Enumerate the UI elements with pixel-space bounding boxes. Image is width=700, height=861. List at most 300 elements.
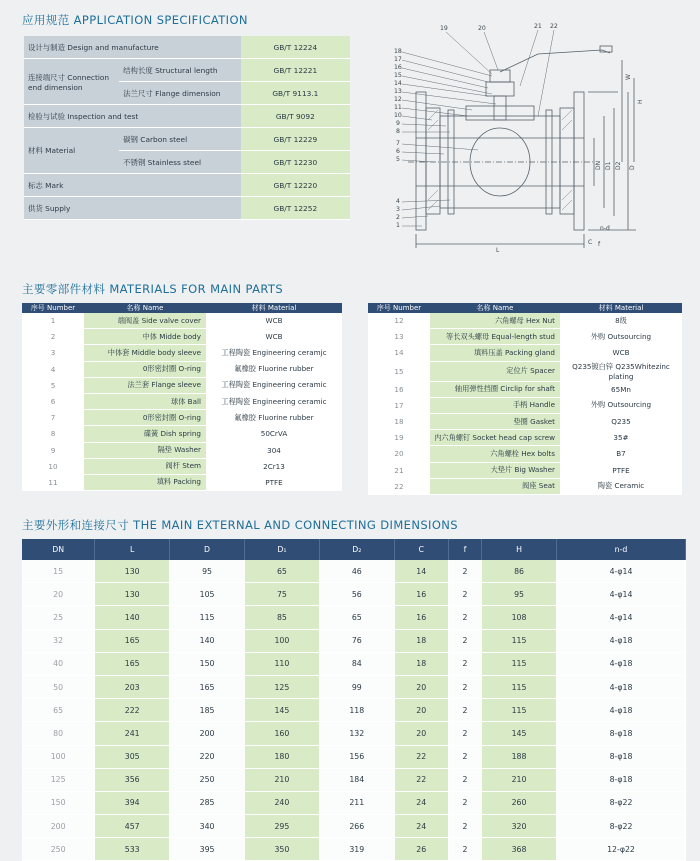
material-number: 7 [22, 410, 84, 426]
svg-text:f: f [598, 241, 601, 248]
dimension-cell: 115 [482, 699, 557, 722]
dimension-cell: 20 [394, 699, 448, 722]
svg-text:8: 8 [396, 128, 400, 135]
dimension-row [22, 675, 686, 698]
material-row [368, 381, 682, 397]
dimension-cell: 4-φ18 [556, 629, 685, 652]
material-value: Q235镀白锌 Q235Whitezinc plating [560, 361, 682, 381]
materials-table-left [22, 303, 342, 491]
dimension-cell: 2 [448, 699, 481, 722]
spec-standard: GB/T 12221 [241, 59, 350, 82]
dimension-cell: 2 [448, 745, 481, 768]
svg-text:L: L [496, 247, 500, 254]
material-number: 6 [22, 393, 84, 409]
dimension-cell: 115 [170, 606, 245, 629]
spec-standard: GB/T 12220 [241, 174, 350, 197]
dimension-cell: 12-φ22 [556, 838, 685, 861]
material-part-name: 轴用弹性挡圈 Circlip for shaft [430, 381, 560, 397]
material-number: 5 [22, 377, 84, 393]
svg-text:14: 14 [394, 80, 402, 87]
material-value: 工程陶瓷 Engineering ceramjc [206, 345, 342, 361]
dimension-cell: 110 [244, 652, 319, 675]
material-number: 21 [368, 462, 430, 478]
svg-text:4: 4 [396, 198, 400, 205]
handle-line [500, 50, 610, 72]
material-value: 外购 Outsourcing [560, 397, 682, 413]
material-part-name: 六角螺母 Hex Nut [430, 313, 560, 329]
material-value: 304 [206, 442, 342, 458]
material-part-name: 手柄 Handle [430, 397, 560, 413]
dimension-cell: 2 [448, 675, 481, 698]
dimension-cell: 211 [319, 791, 394, 814]
spec-label: 设计与制造 Design and manufacture [24, 36, 241, 59]
material-number: 3 [22, 345, 84, 361]
dimension-cell: 130 [95, 560, 170, 583]
dimension-cell: 340 [170, 815, 245, 838]
dimension-header-f: f [448, 539, 481, 560]
material-part-name: 填料 Packing [84, 474, 206, 490]
dimension-cell: 210 [244, 768, 319, 791]
dimension-row [22, 652, 686, 675]
spec-label: 标志 Mark [24, 174, 241, 197]
dimension-row [22, 629, 686, 652]
material-value: 陶瓷 Ceramic [560, 478, 682, 494]
header-name: 名称 Name [430, 303, 560, 313]
material-row [22, 426, 342, 442]
dimension-cell: 4-φ14 [556, 606, 685, 629]
svg-text:17: 17 [394, 56, 402, 63]
spec-label: 连接端尺寸 Connection end dimension [24, 59, 119, 105]
svg-text:n-d: n-d [600, 225, 610, 232]
svg-text:D: D [629, 165, 636, 170]
dimension-cell: 266 [319, 815, 394, 838]
svg-text:10: 10 [394, 112, 402, 119]
material-value: 外购 Outsourcing [560, 329, 682, 345]
dimensions-table [22, 539, 686, 861]
dimension-row [22, 583, 686, 606]
dimension-row [22, 815, 686, 838]
header-name: 名称 Name [84, 303, 206, 313]
material-number: 19 [368, 430, 430, 446]
spec-label: 材料 Material [24, 128, 119, 174]
right-flange [574, 92, 584, 230]
dimension-cell: 115 [482, 675, 557, 698]
material-value: 工程陶瓷 Engineering ceramic [206, 393, 342, 409]
material-number: 16 [368, 381, 430, 397]
material-row [22, 410, 342, 426]
dimension-cell: 32 [22, 629, 95, 652]
material-row [22, 474, 342, 490]
dimension-cell: 100 [244, 629, 319, 652]
dimension-cell: 125 [244, 675, 319, 698]
dimension-cell: 260 [482, 791, 557, 814]
dimension-cell: 145 [244, 699, 319, 722]
dimension-cell: 80 [22, 722, 95, 745]
dimension-cell: 65 [244, 560, 319, 583]
packing-gland [486, 82, 514, 96]
material-row [22, 361, 342, 377]
dimension-cell: 200 [170, 722, 245, 745]
material-part-name: 垫圈 Gasket [430, 413, 560, 429]
svg-text:12: 12 [394, 96, 402, 103]
dimension-row [22, 606, 686, 629]
svg-text:C: C [588, 239, 593, 246]
dimension-cell: 200 [22, 815, 95, 838]
dimension-header-dn: DN [22, 539, 95, 560]
material-row [368, 397, 682, 413]
dimension-cell: 108 [482, 606, 557, 629]
material-value: PTFE [560, 462, 682, 478]
dimension-cell: 156 [319, 745, 394, 768]
material-row [368, 329, 682, 345]
dimension-cell: 22 [394, 745, 448, 768]
material-part-name: 定位片 Spacer [430, 361, 560, 381]
svg-text:15: 15 [394, 72, 402, 79]
diagram-part-labels [394, 23, 558, 229]
material-row [22, 393, 342, 409]
material-number: 13 [368, 329, 430, 345]
material-row [22, 377, 342, 393]
material-part-name: 法兰套 Flange sleeve [84, 377, 206, 393]
header-material: 材料 Material [206, 303, 342, 313]
application-spec-table [24, 36, 350, 220]
dimension-header-d: D [170, 539, 245, 560]
dimension-cell: 356 [95, 768, 170, 791]
dimension-cell: 2 [448, 768, 481, 791]
dimension-cell: 50 [22, 675, 95, 698]
dimension-cell: 165 [170, 675, 245, 698]
svg-text:19: 19 [440, 25, 448, 32]
svg-text:3: 3 [396, 206, 400, 213]
material-value: 8级 [560, 313, 682, 329]
dimension-cell: 8-φ18 [556, 768, 685, 791]
dimension-cell: 16 [394, 583, 448, 606]
dimension-cell: 2 [448, 791, 481, 814]
dimension-cell: 100 [22, 745, 95, 768]
svg-text:H: H [637, 99, 644, 104]
material-number: 1 [22, 313, 84, 329]
material-row [368, 430, 682, 446]
material-part-name: 等长双头螺母 Equal-length stud [430, 329, 560, 345]
dimension-cell: 220 [170, 745, 245, 768]
dimension-cell: 165 [95, 629, 170, 652]
spec-standard: GB/T 9113.1 [241, 82, 350, 105]
dimension-cell: 115 [482, 629, 557, 652]
dimension-cell: 26 [394, 838, 448, 861]
dimension-cell: 241 [95, 722, 170, 745]
spec-standard: GB/T 12229 [241, 128, 350, 151]
dimension-row [22, 560, 686, 583]
material-number: 11 [22, 474, 84, 490]
dimension-cell: 4-φ18 [556, 699, 685, 722]
material-row [368, 413, 682, 429]
dimension-cell: 457 [95, 815, 170, 838]
material-row [22, 313, 342, 329]
dimension-cell: 2 [448, 560, 481, 583]
dimension-cell: 15 [22, 560, 95, 583]
dimension-cell: 46 [319, 560, 394, 583]
material-row [22, 442, 342, 458]
material-number: 2 [22, 329, 84, 345]
material-number: 20 [368, 446, 430, 462]
dimension-cell: 8-φ22 [556, 815, 685, 838]
dimension-cell: 86 [482, 560, 557, 583]
dimension-cell: 14 [394, 560, 448, 583]
material-part-name: 中体 Midde body [84, 329, 206, 345]
dimension-cell: 95 [170, 560, 245, 583]
material-part-name: 阀座 Seat [430, 478, 560, 494]
material-value: WCB [206, 329, 342, 345]
dimension-cell: 2 [448, 583, 481, 606]
svg-text:W: W [625, 74, 632, 80]
material-part-name: 碟簧 Dish spring [84, 426, 206, 442]
material-number: 4 [22, 361, 84, 377]
material-value: Q235 [560, 413, 682, 429]
dimension-cell: 203 [95, 675, 170, 698]
application-title: 应用规范 APPLICATION SPECIFICATION [22, 13, 248, 27]
material-row [368, 446, 682, 462]
svg-text:18: 18 [394, 48, 402, 55]
dimension-cell: 140 [95, 606, 170, 629]
dimension-cell: 150 [170, 652, 245, 675]
dimension-cell: 20 [394, 722, 448, 745]
dimension-cell: 2 [448, 815, 481, 838]
material-row [22, 458, 342, 474]
spec-label: 检验与试验 Inspection and test [24, 105, 241, 128]
materials-title: 主要零部件材料 MATERIALS FOR MAIN PARTS [22, 282, 284, 296]
material-number: 18 [368, 413, 430, 429]
material-number: 8 [22, 426, 84, 442]
dimension-cell: 20 [22, 583, 95, 606]
svg-text:7: 7 [396, 140, 400, 147]
dimension-cell: 145 [482, 722, 557, 745]
dimension-cell: 368 [482, 838, 557, 861]
svg-text:22: 22 [550, 23, 558, 30]
svg-text:16: 16 [394, 64, 402, 71]
dimension-cell: 210 [482, 768, 557, 791]
dimension-cell: 24 [394, 815, 448, 838]
dimension-cell: 240 [244, 791, 319, 814]
dimension-cell: 8-φ18 [556, 722, 685, 745]
valve-section-diagram [388, 20, 680, 262]
material-part-name: 隔垫 Washer [84, 442, 206, 458]
dimension-cell: 132 [319, 722, 394, 745]
dimension-cell: 180 [244, 745, 319, 768]
material-number: 22 [368, 478, 430, 494]
hatching [428, 110, 572, 210]
material-row [368, 462, 682, 478]
leader-lines [402, 30, 554, 226]
material-part-name: 大垫片 Big Washer [430, 462, 560, 478]
dimension-cell: 250 [170, 768, 245, 791]
dimension-cell: 76 [319, 629, 394, 652]
dimension-header-h: H [482, 539, 557, 560]
material-value: 65Mn [560, 381, 682, 397]
dimension-cell: 18 [394, 629, 448, 652]
materials-table-right [368, 303, 682, 495]
dimension-cell: 24 [394, 791, 448, 814]
material-value: 氟橡胶 Fluorine rubber [206, 361, 342, 377]
dimension-row [22, 768, 686, 791]
dimension-cell: 2 [448, 838, 481, 861]
material-row [368, 345, 682, 361]
svg-text:D2: D2 [615, 161, 622, 170]
material-value: WCB [206, 313, 342, 329]
material-number: 14 [368, 345, 430, 361]
svg-text:5: 5 [396, 156, 400, 163]
right-end-cover [560, 108, 574, 214]
dimension-cell: 115 [482, 652, 557, 675]
material-value: 2Cr13 [206, 458, 342, 474]
svg-text:13: 13 [394, 88, 402, 95]
material-number: 15 [368, 361, 430, 381]
dimensions-title: 主要外形和连接尺寸 THE MAIN EXTERNAL AND CONNECTING DIMENSIONS [22, 518, 458, 532]
material-part-name: 0形密封圈 O-ring [84, 410, 206, 426]
material-part-name: 中体套 Middle body sleeve [84, 345, 206, 361]
material-row [368, 313, 682, 329]
spec-sublabel: 结构长度 Structural length [119, 59, 240, 82]
dimension-cell: 295 [244, 815, 319, 838]
dimension-cell: 394 [95, 791, 170, 814]
spec-standard: GB/T 9092 [241, 105, 350, 128]
dimension-cell: 99 [319, 675, 394, 698]
dimension-cell: 65 [319, 606, 394, 629]
dimension-header-c: C [394, 539, 448, 560]
dimension-cell: 4-φ18 [556, 675, 685, 698]
dimension-cell: 25 [22, 606, 95, 629]
dimension-cell: 125 [22, 768, 95, 791]
material-value: WCB [560, 345, 682, 361]
material-part-name: 端阀盖 Side valve cover [84, 313, 206, 329]
spec-sublabel: 不锈钢 Stainless steel [119, 151, 240, 174]
dimension-cell: 75 [244, 583, 319, 606]
dimension-cell: 65 [22, 699, 95, 722]
dimension-cell: 395 [170, 838, 245, 861]
dimension-cell: 20 [394, 675, 448, 698]
dimension-cell: 2 [448, 722, 481, 745]
material-part-name: 0形密封圈 O-ring [84, 361, 206, 377]
material-part-name: 阀杆 Stem [84, 458, 206, 474]
dimension-cell: 165 [95, 652, 170, 675]
svg-text:20: 20 [478, 25, 486, 32]
svg-text:D1: D1 [605, 161, 612, 170]
material-row [22, 329, 342, 345]
dimension-header-n-d: n-d [556, 539, 685, 560]
svg-text:21: 21 [534, 23, 542, 30]
svg-text:9: 9 [396, 120, 400, 127]
dimension-cell: 85 [244, 606, 319, 629]
material-row [368, 361, 682, 381]
dimension-cell: 4-φ18 [556, 652, 685, 675]
dimension-cell: 305 [95, 745, 170, 768]
dimension-cell: 22 [394, 768, 448, 791]
material-row [22, 345, 342, 361]
dimension-cell: 188 [482, 745, 557, 768]
material-number: 9 [22, 442, 84, 458]
material-value: 35# [560, 430, 682, 446]
spec-standard: GB/T 12230 [241, 151, 350, 174]
dimension-cell: 319 [319, 838, 394, 861]
dimension-row [22, 722, 686, 745]
dimension-cell: 2 [448, 606, 481, 629]
dimension-header-d2: D₂ [319, 539, 394, 560]
dimension-cell: 320 [482, 815, 557, 838]
body-top [466, 106, 534, 120]
dimension-cell: 130 [95, 583, 170, 606]
dimension-header-l: L [95, 539, 170, 560]
dimension-row [22, 838, 686, 861]
spec-standard: GB/T 12224 [241, 36, 350, 59]
svg-text:2: 2 [396, 214, 400, 221]
dimension-row [22, 699, 686, 722]
spec-sublabel: 法兰尺寸 Flange dimension [119, 82, 240, 105]
dimension-cell: 8-φ22 [556, 791, 685, 814]
material-row [368, 478, 682, 494]
svg-text:1: 1 [396, 222, 400, 229]
dimension-cell: 118 [319, 699, 394, 722]
dimension-cell: 16 [394, 606, 448, 629]
header-material: 材料 Material [560, 303, 682, 313]
material-part-name: 填料压盖 Packing gland [430, 345, 560, 361]
dimension-cell: 184 [319, 768, 394, 791]
dimension-row [22, 745, 686, 768]
dimension-row [22, 791, 686, 814]
material-value: 50CrVA [206, 426, 342, 442]
material-part-name: 内六角螺钉 Socket head cap screw [430, 430, 560, 446]
dimension-cell: 2 [448, 652, 481, 675]
dimension-cell: 4-φ14 [556, 583, 685, 606]
header-number: 序号 Number [368, 303, 430, 313]
dimension-cell: 140 [170, 629, 245, 652]
dimension-cell: 56 [319, 583, 394, 606]
header-number: 序号 Number [22, 303, 84, 313]
svg-text:6: 6 [396, 148, 400, 155]
dimension-cell: 2 [448, 629, 481, 652]
dimension-cell: 40 [22, 652, 95, 675]
dimension-cell: 95 [482, 583, 557, 606]
dimension-cell: 84 [319, 652, 394, 675]
material-value: PTFE [206, 474, 342, 490]
material-value: 氟橡胶 Fluorine rubber [206, 410, 342, 426]
spec-sublabel: 碳钢 Carbon steel [119, 128, 240, 151]
dimension-cell: 8-φ18 [556, 745, 685, 768]
left-end-cover [426, 108, 440, 214]
dimension-cell: 4-φ14 [556, 560, 685, 583]
dimension-cell: 533 [95, 838, 170, 861]
dimension-cell: 222 [95, 699, 170, 722]
material-value: B7 [560, 446, 682, 462]
dimension-cell: 250 [22, 838, 95, 861]
dimension-cell: 350 [244, 838, 319, 861]
dimension-header-d1: D₁ [244, 539, 319, 560]
material-value: 工程陶瓷 Engineering ceramic [206, 377, 342, 393]
dimension-cell: 185 [170, 699, 245, 722]
material-part-name: 六角螺栓 Hex bolts [430, 446, 560, 462]
dimension-cell: 18 [394, 652, 448, 675]
dimension-cell: 105 [170, 583, 245, 606]
material-number: 17 [368, 397, 430, 413]
svg-text:DN: DN [595, 160, 602, 170]
material-number: 10 [22, 458, 84, 474]
svg-text:11: 11 [394, 104, 402, 111]
material-part-name: 球体 Ball [84, 393, 206, 409]
spec-label: 供货 Supply [24, 197, 241, 220]
material-number: 12 [368, 313, 430, 329]
dimension-cell: 285 [170, 791, 245, 814]
spec-standard: GB/T 12252 [241, 197, 350, 220]
dimension-cell: 150 [22, 791, 95, 814]
dimension-cell: 160 [244, 722, 319, 745]
